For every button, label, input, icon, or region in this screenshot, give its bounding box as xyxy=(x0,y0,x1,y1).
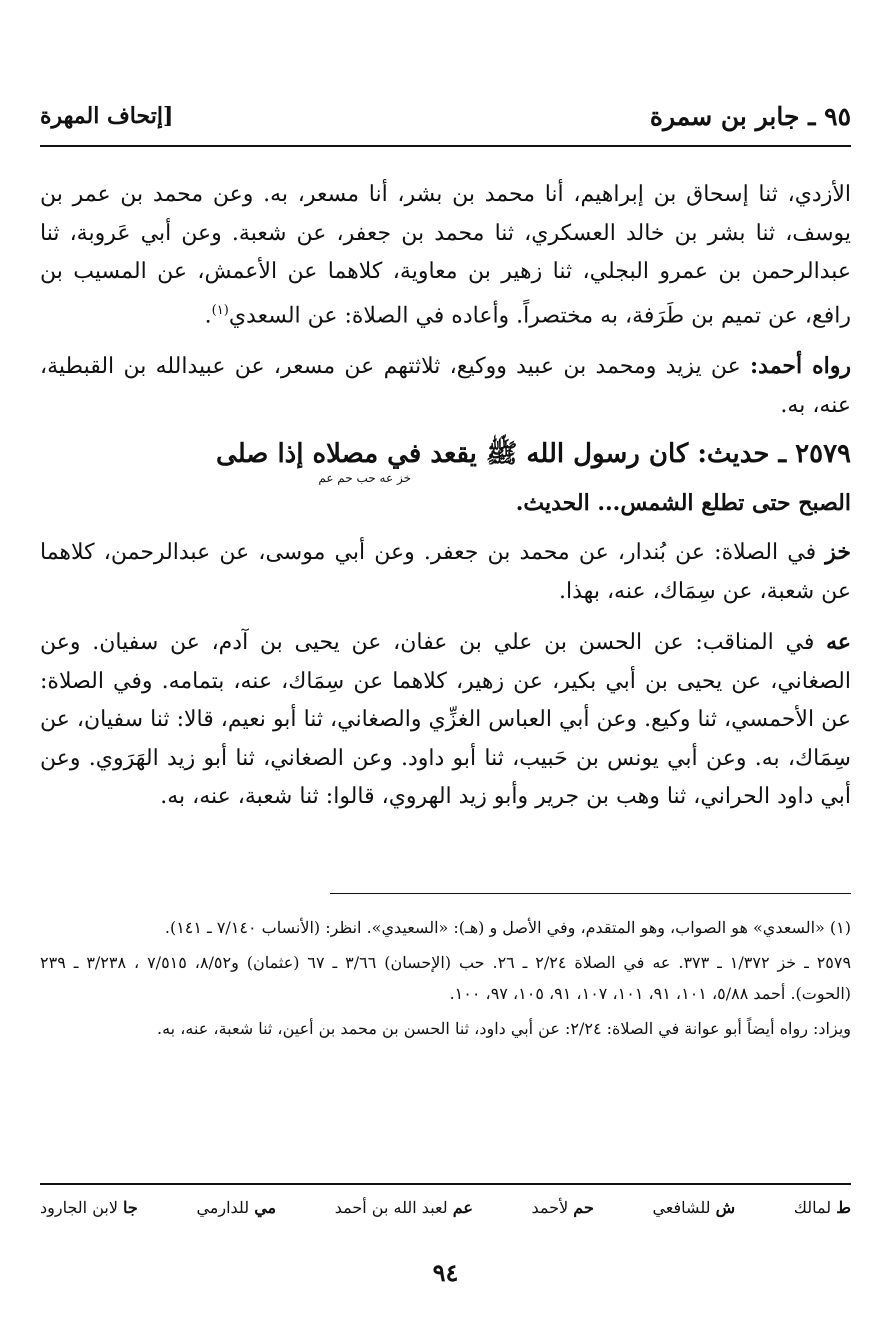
paragraph-4-text: في المناقب: عن الحسن بن علي بن عفان، عن يحيى بن آدم، عن سفيان. وعن الصغاني، عن يحيى بن أبي بكير، عن زهير، كلاهما عن سِمَاك، عنه، بتمامه. وفي الصلاة: عن الأحمسي، ثنا وكيع. وعن أبي العباس الغزِّي والصغاني، ثنا أبو نعيم، قالا: ثنا سفيان، عن سِمَاك، به. وعن أبي يونس بن حَبيب، ثنا أبو داود. وعن الصغاني، ثنا أبو زيد الهَرَوي. وعن أبي داود الحراني، ثنا وهب بن جرير وأبو زيد الهروي، قالوا: ثنا شعبة، عنه، به. xyxy=(40,630,852,810)
abbr-key: ط xyxy=(836,1198,851,1217)
abbr-item xyxy=(196,1198,276,1217)
abbreviations-bar xyxy=(40,1198,851,1217)
abbr-key: ش xyxy=(715,1198,736,1217)
abbr-key: حم xyxy=(573,1198,594,1217)
paragraph-4 xyxy=(40,623,851,817)
abbreviations-divider xyxy=(40,1183,851,1185)
main-text xyxy=(40,176,851,829)
abbr-key: مي xyxy=(254,1198,277,1217)
page-number: ٩٤ xyxy=(432,1258,459,1287)
paragraph-1-text: الأزدي، ثنا إسحاق بن إبراهيم، أنا محمد بن بشر، أنا مسعر، به. وعن محمد بن عمر بن يوسف، ثنا بشر بن خالد العسكري، ثنا محمد بن جعفر، عن شعبة. وعن أبي عَروبة، ثنا عبدالرحمن بن عمرو البجلي، ثنا زهير بن معاوية، كلاهما عن الأعمش، عن المسيب بن رافع، عن تميم بن طَرَفة، به مختصراً. وأعاده في الصلاة: عن السعدي xyxy=(40,182,851,328)
footnote-ref: (١) xyxy=(211,302,229,318)
paragraph-1 xyxy=(40,176,851,335)
hadith-heading: ٢٥٧٩ ـ حديث: كان رسول الله ﷺ يقعد في مصلاه إذا صلى xyxy=(216,439,851,470)
abbr-key: جا xyxy=(123,1198,138,1217)
abbr-key: عم xyxy=(452,1198,473,1217)
abbr-label: لأحمد xyxy=(531,1198,569,1217)
abbr-label: لابن الجارود xyxy=(40,1198,118,1217)
footnotes xyxy=(40,912,851,1048)
hadith-text: الصبح حتى تطلع الشمس... الحديث. xyxy=(515,490,851,517)
chapter-title: ٩٥ ـ جابر بن سمرة xyxy=(649,101,851,131)
abbr-item xyxy=(335,1198,473,1217)
paragraph-4-lead: عه xyxy=(826,629,851,656)
paragraph-3 xyxy=(40,533,851,611)
paragraph-3-lead: خز xyxy=(825,539,851,566)
paragraph-2-text: عن يزيد ومحمد بن عبيد ووكيع، ثلاثتهم عن مسعر، عن عبيدالله بن القبطية، عنه، به. xyxy=(40,354,851,418)
abbr-label: لعبد الله بن أحمد xyxy=(334,1198,448,1217)
running-header xyxy=(40,96,851,136)
abbr-item xyxy=(794,1198,851,1217)
paragraph-3-text: في الصلاة: عن بُندار، عن محمد بن جعفر. وعن أبي موسى، عن عبدالرحمن، كلاهما عن شعبة، عن سِمَاك، عنه، بهذا. xyxy=(40,540,851,604)
footnote-divider xyxy=(330,893,851,894)
paragraph-2-lead: رواه أحمد: xyxy=(750,353,851,380)
header-divider xyxy=(40,145,851,147)
abbr-item xyxy=(40,1198,138,1217)
abbr-item xyxy=(652,1198,735,1217)
book-title: [إتحاف المهرة xyxy=(40,103,174,129)
abbr-label: للشافعي xyxy=(652,1198,711,1217)
abbr-item xyxy=(532,1198,594,1217)
paragraph-1-end: . xyxy=(204,302,212,328)
paragraph-2 xyxy=(40,347,851,425)
footnote-1: (١) «السعدي» هو الصواب، وهو المتقدم، وفي الأصل و (هـ): «السعيدي». انظر: (الأنساب ٧/١٤٠ ـ ١٤١). xyxy=(164,918,851,937)
hadith-source-codes: خز عه حب حم عم xyxy=(318,471,411,486)
abbr-label: للدارمي xyxy=(196,1198,250,1217)
footnote-2: ٢٥٧٩ ـ خز ١/٣٧٢ ـ ٣٧٣. عه في الصلاة ٢/٢٤ ـ ٢٦. حب (الإحسان) ٣/٦٦ ـ ٦٧ (عثمان) و٨/٥٢، ٧/٥١٥ ، ٣/٢٣٨ ـ ٢٣٩ (الحوت). أحمد ٥/٨٨، ١٠١، ٩١، ١٠١، ١٠٧، ٩١، ١٠٥، ٩٧، ١٠٠. xyxy=(40,953,852,1003)
footnote-3: ويزاد: رواه أيضاً أبو عوانة في الصلاة: ٢/٢٤: عن أبي داود، ثنا الحسن بن محمد بن أعين، ثنا شعبة، عنه، به. xyxy=(157,1019,851,1038)
abbr-label: لمالك xyxy=(793,1198,832,1217)
